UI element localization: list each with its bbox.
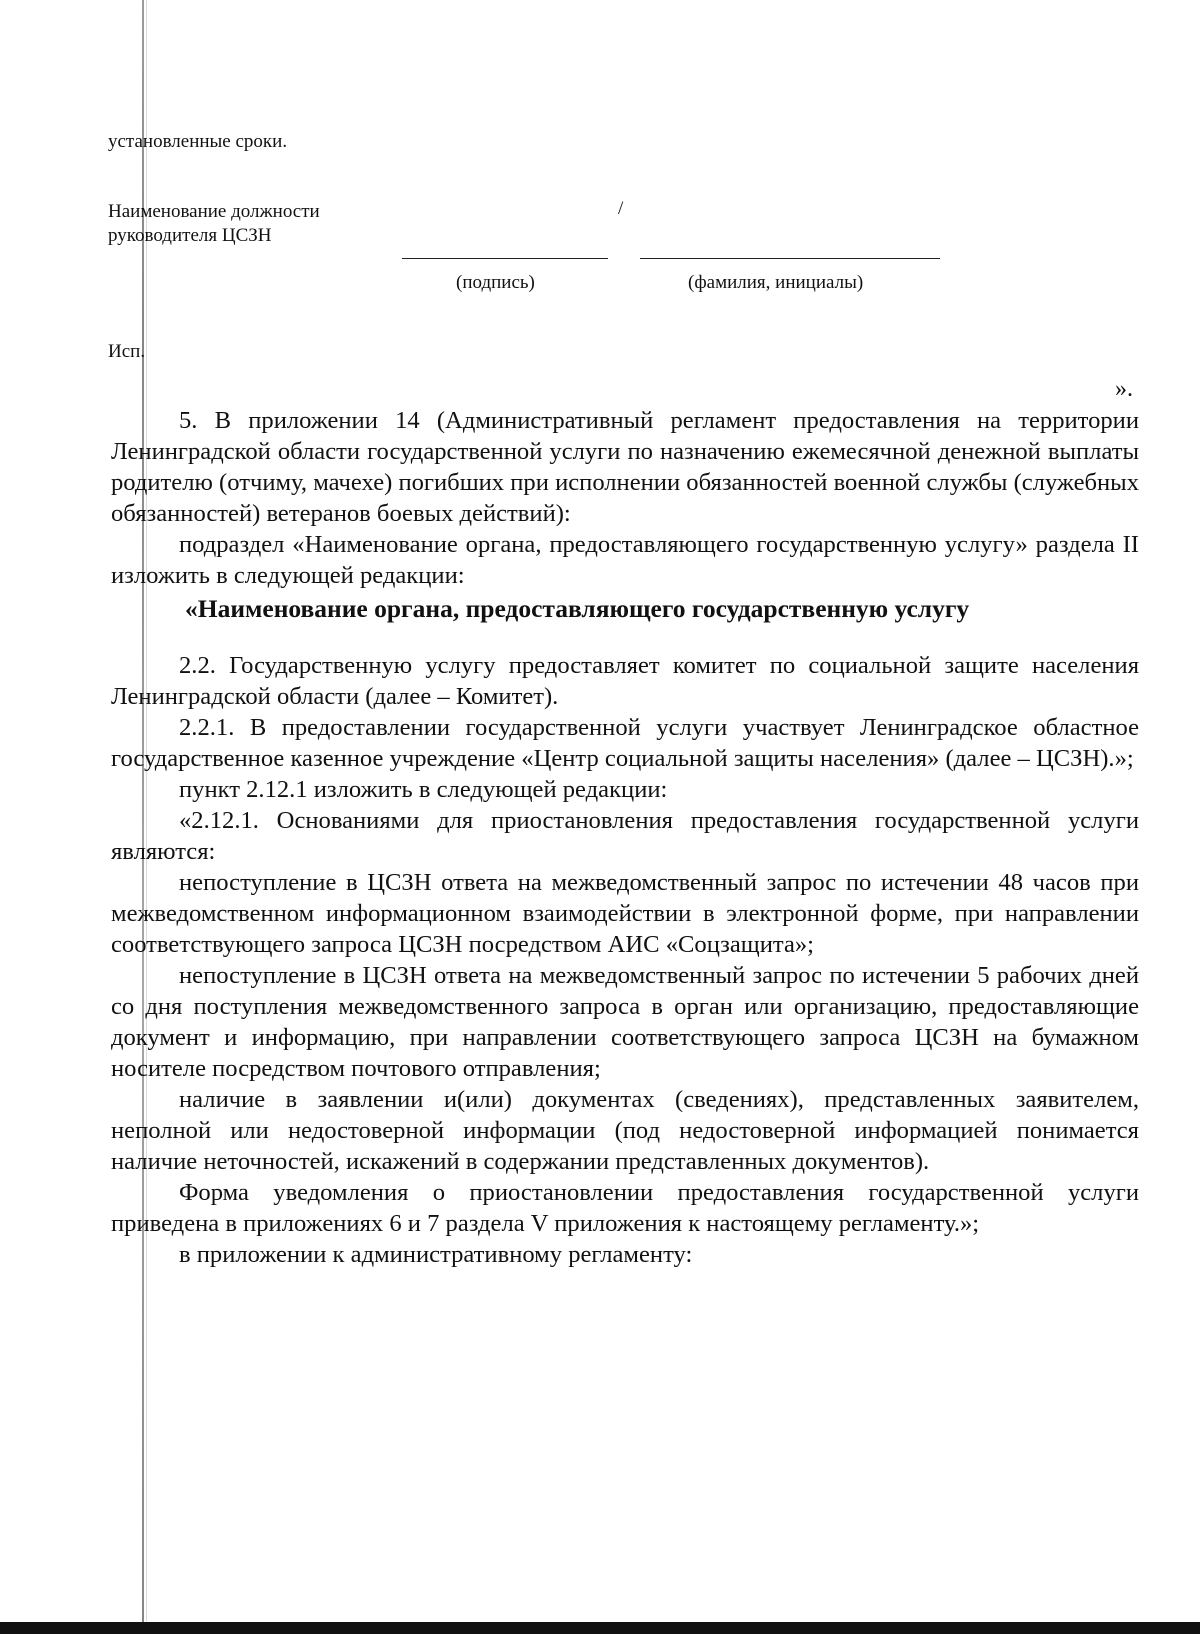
position-title-line1: Наименование должности — [108, 201, 320, 222]
section-heading: «Наименование органа, предоставляющего государственную услугу — [185, 594, 970, 623]
name-caption: (фамилия, инициалы) — [688, 272, 864, 293]
paragraph-48-hours: непоступление в ЦСЗН ответа на межведомственный запрос по истечении 48 часов при межведомственном информационном взаимодействии в электронной форме, при направлении соответствующего запроса ЦСЗН посредством АИС «Соцзащита»; — [111, 869, 1139, 958]
name-line — [640, 258, 940, 259]
paragraph-2-2-1: 2.2.1. В предоставлении государственной услуги участвует Ленинградское областное государственное казенное учреждение «Центр социальной защиты населения» (далее – ЦСЗН).»; — [111, 714, 1139, 772]
slash-separator: / — [618, 198, 624, 219]
paragraph-incomplete-info: наличие в заявлении и(или) документах (сведениях), представленных заявителем, неполной или недостоверной информации (под недостоверной информацией понимается наличие неточностей, искажений в содержании представленных документов). — [111, 1086, 1139, 1175]
closing-quote: ». — [1115, 376, 1133, 402]
signature-line — [402, 258, 608, 259]
paragraph-notice-form: Форма уведомления о приостановлении предоставления государственной услуги приведена в приложениях 6 и 7 раздела V приложения к настоящему регламенту.»; — [111, 1179, 1139, 1237]
position-title-line2: руководителя ЦСЗН — [108, 225, 272, 246]
signature-caption: (подпись) — [456, 272, 535, 293]
paragraph-2-2: 2.2. Государственную услугу предоставляет комитет по социальной защите населения Ленинградской области (далее – Комитет). — [111, 652, 1139, 710]
deadline-text: установленные сроки. — [108, 131, 288, 152]
executor-label: Исп. — [108, 341, 146, 362]
document-body — [111, 405, 1139, 1270]
paragraph-item-2-12-1: пункт 2.12.1 изложить в следующей редакции: — [179, 776, 668, 803]
paragraph-5: 5. В приложении 14 (Административный регламент предоставления на территории Ленинградской области государственной услуги по назначению ежемесячной денежной выплаты родителю (отчиму, мачехе) погибших при исполнении обязанностей военной службы (служебных обязанностей) ветеранов боевых действий): — [111, 407, 1139, 527]
paragraph-2-12-1: «2.12.1. Основаниями для приостановления предоставления государственной услуги являются: — [111, 807, 1139, 865]
paragraph-subsection: подраздел «Наименование органа, предоставляющего государственную услугу» раздела II изложить в следующей редакции: — [111, 531, 1139, 589]
paragraph-appendix: в приложении к административному регламенту: — [179, 1241, 693, 1268]
paragraph-5-days: непоступление в ЦСЗН ответа на межведомственный запрос по истечении 5 рабочих дней со дня поступления межведомственного запроса в орган или организацию, предоставляющие документ и информацию, при направлении соответствующего запроса ЦСЗН на бумажном носителе посредством почтового отправления; — [111, 962, 1139, 1082]
scan-artifact-bottom-bar — [0, 1622, 1200, 1634]
